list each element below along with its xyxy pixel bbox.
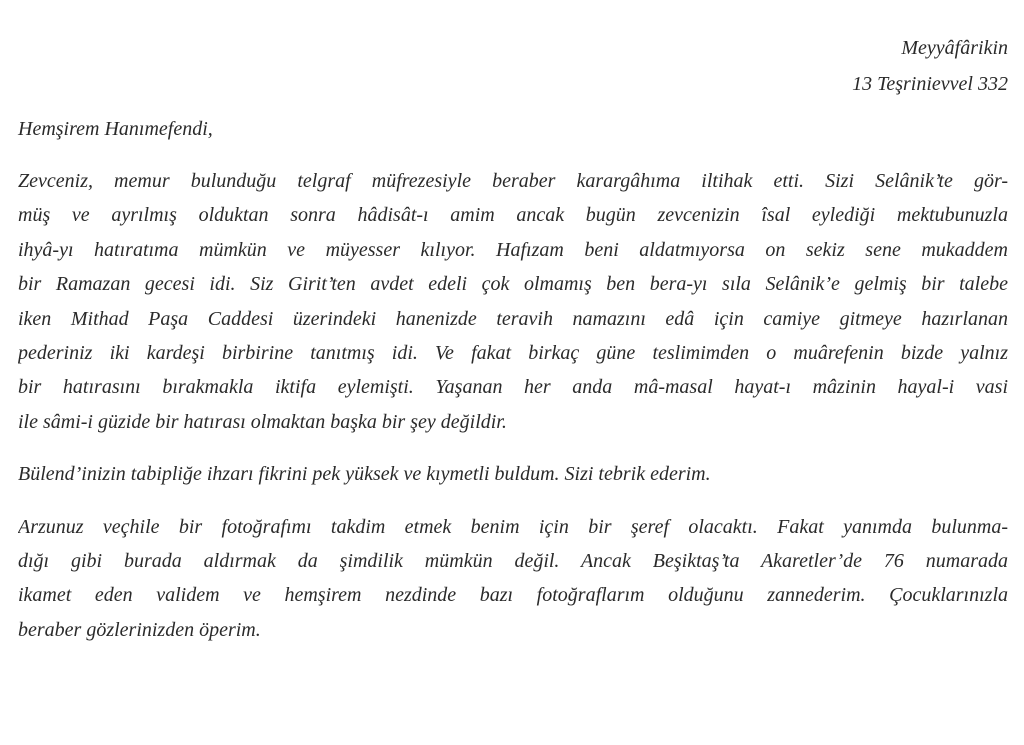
text-line: ihyâ-yı hatıratıma mümkün ve müyesser kılıyor. Hafızam beni aldatmıyorsa on sekiz sene mukaddem: [18, 238, 1008, 261]
text-line: ile sâmi-i güzide bir hatırası olmaktan başka bir şey değildir.: [18, 410, 507, 433]
text-line: Zevceniz, memur bulunduğu telgraf müfrezesiyle beraber karargâhıma iltihak etti. Sizi Selânik’te gör-: [18, 170, 1008, 192]
text-line: bir hatırasını bırakmakla iktifa eylemişti. Yaşanan her anda mâ-masal hayat-ı mâzinin hayal-i vasi: [18, 376, 1008, 399]
paragraph-1: [18, 164, 1008, 439]
letter-header: [18, 30, 1008, 102]
text-line: müş ve ayrılmış olduktan sonra hâdisât-ı amim ancak bugün zevcenizin îsal eylediği mektubunuzla: [18, 204, 1008, 227]
letter: [18, 30, 1008, 647]
text-line: Arzunuz veçhile bir fotoğrafımı takdim etmek benim için bir şeref olacaktı. Fakat yanımda bulunma-: [18, 515, 1008, 538]
text-line: iken Mithad Paşa Caddesi üzerindeki hanenizde teravih namazını edâ için camiye gitmeye hazırlanan: [18, 307, 1008, 330]
text-line: pederiniz iki kardeşi birbirine tanıtmış idi. Ve fakat birkaç güne teslimimden o muârefenin bizde yalnız: [18, 342, 1008, 365]
salutation: Hemşirem Hanımefendi,: [18, 118, 213, 140]
text-line: bir Ramazan gecesi idi. Siz Girit’ten avdet edeli çok olmamış ben bera-yı sıla Selânik’e gelmiş bir talebe: [18, 273, 1008, 296]
text-line: ikamet eden validem ve hemşirem nezdinde bazı fotoğraflarım olduğunu zannederim. Çocuklarınızla: [18, 584, 1008, 607]
paragraph-3: [18, 510, 1008, 648]
text-line: beraber gözlerinizden öperim.: [18, 618, 261, 641]
letter-date: 13 Teşrinievvel 332: [852, 73, 1008, 95]
letter-place: Meyyâfârikin: [901, 37, 1008, 59]
paragraph-2: [18, 457, 1008, 491]
text-line: dığı gibi burada aldırmak da şimdilik mümkün değil. Ancak Beşiktaş’ta Akaretler’de 76 numarada: [18, 550, 1008, 573]
text-line: Bülend’inizin tabipliğe ihzarı fikrini pek yüksek ve kıymetli buldum. Sizi tebrik ederim.: [18, 463, 711, 486]
